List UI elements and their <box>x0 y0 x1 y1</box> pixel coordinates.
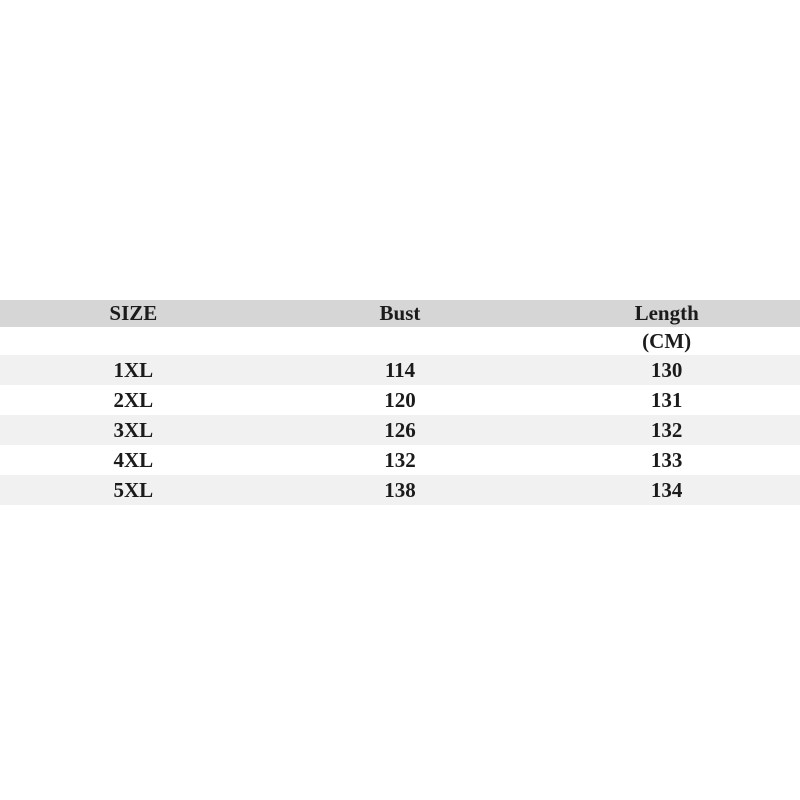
bust-cell: 132 <box>384 447 416 472</box>
table-header-row <box>0 300 800 327</box>
column-header-bust: Bust <box>379 301 421 325</box>
size-cell: 4XL <box>113 447 154 472</box>
column-header-size: SIZE <box>109 301 158 325</box>
length-cell: 132 <box>650 417 683 442</box>
table-row <box>0 445 800 475</box>
units-cell-empty-size <box>0 327 267 355</box>
bust-cell: 120 <box>384 387 416 412</box>
bust-cell: 138 <box>384 477 416 502</box>
table-row <box>0 385 800 415</box>
length-cell: 131 <box>650 387 683 412</box>
table-row <box>0 415 800 445</box>
units-cell-empty-bust <box>267 327 534 355</box>
bust-cell: 126 <box>384 417 416 442</box>
table-row <box>0 475 800 505</box>
size-chart-table <box>0 300 800 505</box>
size-cell: 2XL <box>113 387 154 412</box>
size-cell: 1XL <box>113 357 154 382</box>
column-header-length: Length <box>634 301 699 325</box>
length-unit-label: (CM) <box>642 328 692 353</box>
length-cell: 130 <box>650 357 683 382</box>
bust-cell: 114 <box>384 357 416 382</box>
length-cell: 134 <box>650 477 683 502</box>
size-cell: 5XL <box>113 477 154 502</box>
length-cell: 133 <box>650 447 683 472</box>
table-units-row <box>0 327 800 355</box>
size-cell: 3XL <box>113 417 154 442</box>
table-row <box>0 355 800 385</box>
